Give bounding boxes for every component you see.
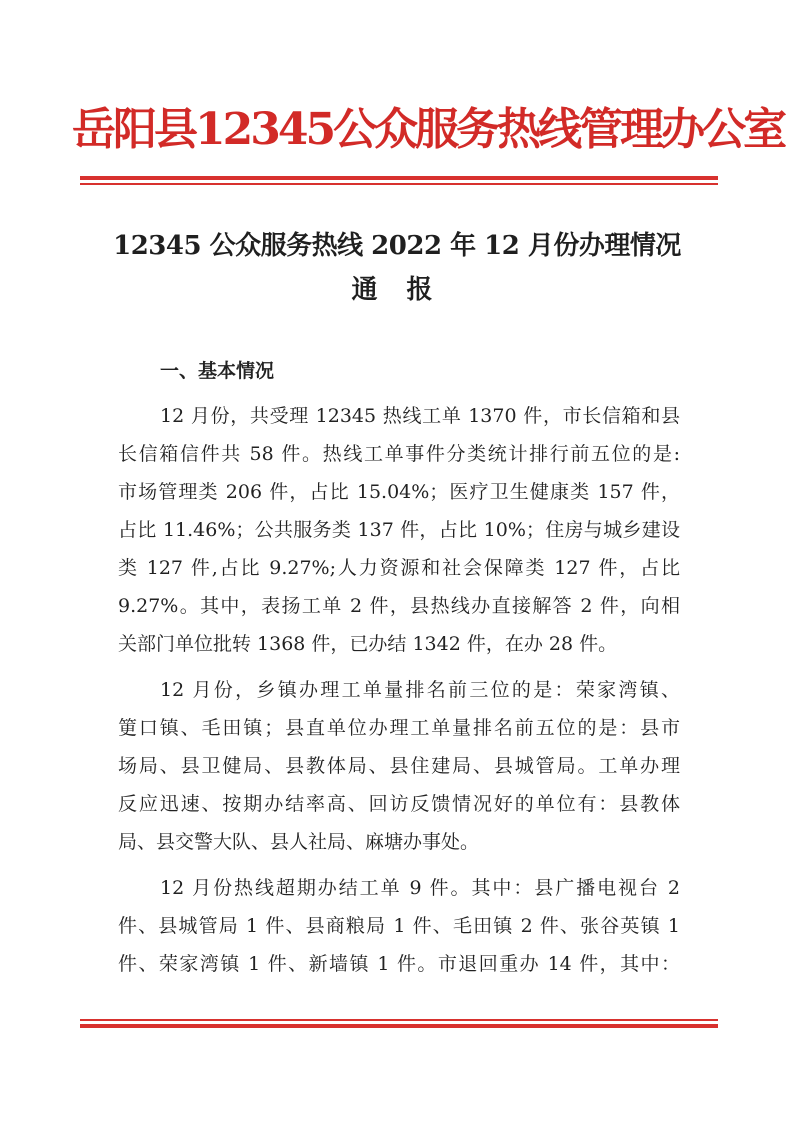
paragraph-line: 反应迅速、按期办结率高、回访反馈情况好的单位有：县教体 xyxy=(118,793,680,815)
paragraph-line: 市场管理类 206 件，占比 15.04%；医疗卫生健康类 157 件， xyxy=(118,481,680,503)
paragraph-line: 类 127 件,占比 9.27%;人力资源和社会保障类 127 件，占比 xyxy=(118,557,680,579)
paragraph-line: 12 月份热线超期办结工单 9 件。其中：县广播电视台 2 xyxy=(160,877,680,899)
paragraph-line: 长信箱信件共 58 件。热线工单事件分类统计排行前五位的是: xyxy=(118,443,680,465)
footer-rule-thick xyxy=(80,1024,718,1028)
document-title-line-2: 通 报 xyxy=(351,275,443,305)
paragraph-line: 件、县城管局 1 件、县商粮局 1 件、毛田镇 2 件、张谷英镇 1 xyxy=(118,915,680,937)
paragraph-line: 局、县交警大队、县人社局、麻塘办事处。 xyxy=(118,831,480,853)
header-rule-thick xyxy=(80,176,718,180)
paragraph-line: 9.27%。其中，表扬工单 2 件，县热线办直接解答 2 件，向相 xyxy=(118,595,680,617)
paragraph-line: 12 月份，共受理 12345 热线工单 1370 件，市长信箱和县 xyxy=(160,405,680,427)
paragraph-line: 件、荣家湾镇 1 件、新墙镇 1 件。市退回重办 14 件，其中： xyxy=(118,953,680,975)
paragraph-line: 关部门单位批转 1368 件，已办结 1342 件，在办 28 件。 xyxy=(118,633,618,655)
paragraph-line: 筻口镇、毛田镇；县直单位办理工单量排名前五位的是：县市 xyxy=(118,717,680,739)
paragraph-line: 场局、县卫健局、县教体局、县住建局、县城管局。工单办理 xyxy=(118,755,680,777)
paragraph-line: 12 月份，乡镇办理工单量排名前三位的是：荣家湾镇、 xyxy=(160,679,680,701)
footer-rule-thin xyxy=(80,1019,718,1021)
paragraph-line: 占比 11.46%；公共服务类 137 件，占比 10%；住房与城乡建设 xyxy=(118,519,680,541)
letterhead-title: 岳阳县12345公众服务热线管理办公室 xyxy=(72,104,785,155)
header-rule-thin xyxy=(80,183,718,185)
document-title-line-1: 12345 公众服务热线 2022 年 12 月份办理情况 xyxy=(113,231,681,261)
section-heading-basic-info: 一、基本情况 xyxy=(160,360,275,382)
